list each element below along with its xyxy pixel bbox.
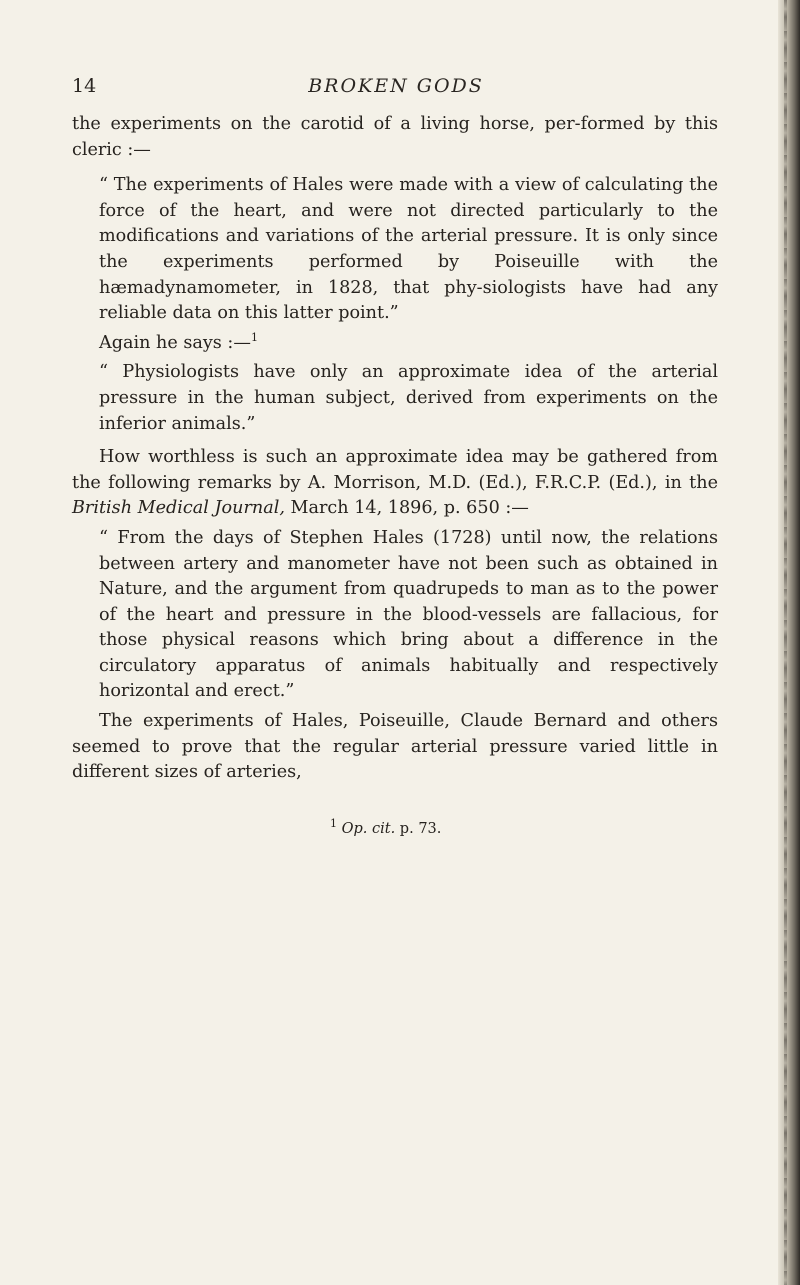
paragraph-morrison <box>72 445 718 522</box>
footnote <box>330 817 442 837</box>
paragraph-continuation: the experiments on the carotid of a living horse, per-formed by this cleric :— <box>72 114 718 160</box>
paragraph-experiments: The experiments of Hales, Poiseuille, Claude Bernard and others seemed to prove that the regular arterial pressure varied little in different sizes of arteries, <box>72 711 718 783</box>
block-quote-morrison <box>72 526 718 705</box>
block-quote-hales <box>72 173 718 327</box>
footnote-mark: 1 <box>330 817 337 831</box>
paragraph-text: How worthless is such an approximate idea may be gathered from the following remarks by A. Morrison, M.D. (Ed.), F.R.C.P. (Ed.), in the <box>72 447 718 493</box>
running-title: BROKEN GODS <box>308 75 484 97</box>
paragraph-again <box>72 331 718 357</box>
footnote-citation: Op. cit. <box>341 821 396 837</box>
footnote-reference: 1 <box>250 330 258 344</box>
journal-title: British Medical Journal, <box>72 498 285 519</box>
page-body <box>72 112 718 786</box>
quote-text: “ From the days of Stephen Hales (1728) until now, the relations between artery and manometer have not been such as obtained in Nature, and the argument from quadrupeds to man as to the power of the heart and pressure in the blood-vessels are fallacious, for those physical reasons which bring about a difference in the circulatory apparatus of animals habitually and respectively horizontal and erect.” <box>99 527 718 702</box>
footnote-page: p. 73. <box>395 821 442 837</box>
page-header <box>72 75 720 105</box>
paragraph-text: Again he says :— <box>99 332 251 353</box>
paragraph-text: March 14, 1896, p. 650 :— <box>284 498 529 519</box>
block-quote-physiologists <box>72 360 718 437</box>
page-number: 14 <box>72 75 97 97</box>
page-binding-edge <box>778 0 800 1285</box>
quote-text: “ The experiments of Hales were made with a view of calculating the force of the heart, and were not directed particularly to the modifications and variations of the arterial pressure. It is only since the experiments performed by Poiseuille with the hæmadynamometer, in 1828, that phy-siologists have had any reliable data on this latter point.” <box>99 175 718 324</box>
quote-text: “ Physiologists have only an approximate idea of the arterial pressure in the human subject, derived from experiments on the inferior animals.” <box>99 362 718 434</box>
